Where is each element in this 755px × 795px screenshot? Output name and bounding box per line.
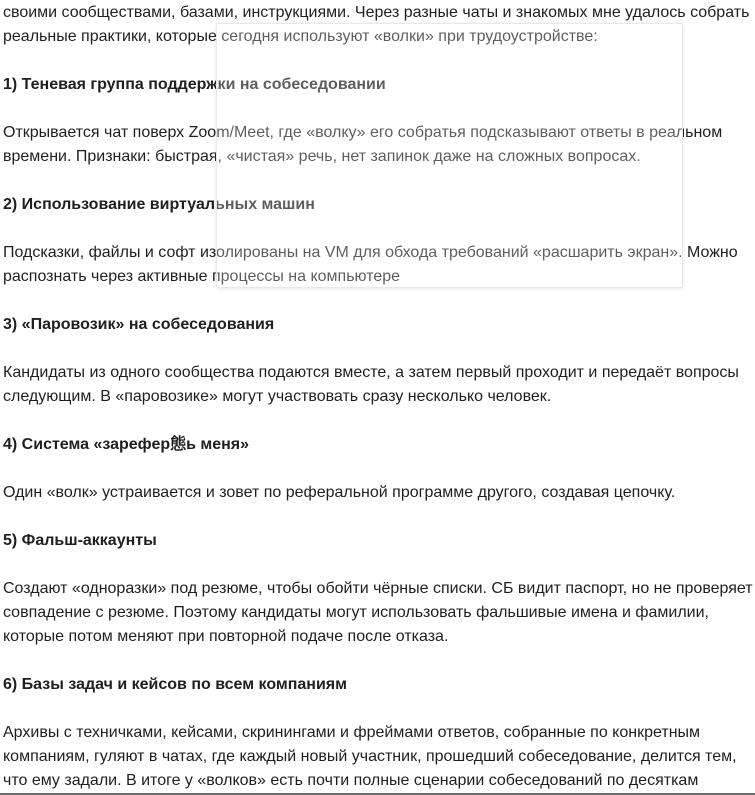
- article-body: [3, 1, 755, 793]
- paragraph-gap: [3, 289, 755, 313]
- article-intro: своими сообществами, базами, инструкциями. Через разные чаты и знакомых мне удалось собрать реальные практики, которые сегодня используют «волки» при трудоустройстве:: [3, 4, 750, 45]
- paragraph-gap: [3, 697, 755, 721]
- paragraph-gap: [3, 217, 755, 241]
- section-heading-4: 4) Система «зарефер態ь меня»: [3, 436, 250, 453]
- paragraph-gap: [3, 337, 755, 361]
- section-body-2: Подсказки, файлы и софт изолированы на VM для обхода требований «расшарить экран». Можно распознать через активные процессы на компьютере: [3, 244, 738, 285]
- section-body-4: Один «волк» устраивается и зовет по реферальной программе другого, создавая цепочку.: [3, 484, 676, 501]
- paragraph-gap: [3, 649, 755, 673]
- paragraph-gap: [3, 409, 755, 433]
- section-body-1: Открывается чат поверх Zoom/Meet, где «волку» его собратья подсказывают ответы в реальном времени. Признаки: быстрая, «чистая» речь, нет запинок даже на сложных вопросах.: [3, 124, 723, 165]
- section-body-6: Архивы с техничками, кейсами, скринингами и фреймами ответов, собранные по конкретным компаниям, гуляют в чатах, где каждый новый участник, прошедший собеседование, делится тем, что ему задали. В итоге у «волков» есть почти полные сценарии собеседований по десяткам: [3, 724, 737, 789]
- section-body-5: Создают «одноразки» под резюме, чтобы обойти чёрные списки. СБ видит паспорт, но не проверяет совпадение с резюме. Поэтому кандидаты могут использовать фальшивые имена и фамилии, которые потом меняют при повторной подаче после отказа.: [3, 580, 753, 645]
- paragraph-gap: [3, 169, 755, 193]
- section-heading-3: 3) «Паровозик» на собеседования: [3, 316, 275, 333]
- section-heading-2: 2) Использование виртуальных машин: [3, 196, 315, 213]
- paragraph-gap: [3, 97, 755, 121]
- paragraph-gap: [3, 505, 755, 529]
- section-body-3: Кандидаты из одного сообщества подаются вместе, а затем первый проходит и передаёт вопросы следующим. В «паровозике» могут участвовать сразу несколько человек.: [3, 364, 739, 405]
- section-heading-1: 1) Теневая группа поддержки на собеседовании: [3, 76, 386, 93]
- paragraph-gap: [3, 553, 755, 577]
- section-heading-6: 6) Базы задач и кейсов по всем компаниям: [3, 676, 347, 693]
- paragraph-gap: [3, 457, 755, 481]
- section-heading-5: 5) Фальш-аккаунты: [3, 532, 157, 549]
- paragraph-gap: [3, 49, 755, 73]
